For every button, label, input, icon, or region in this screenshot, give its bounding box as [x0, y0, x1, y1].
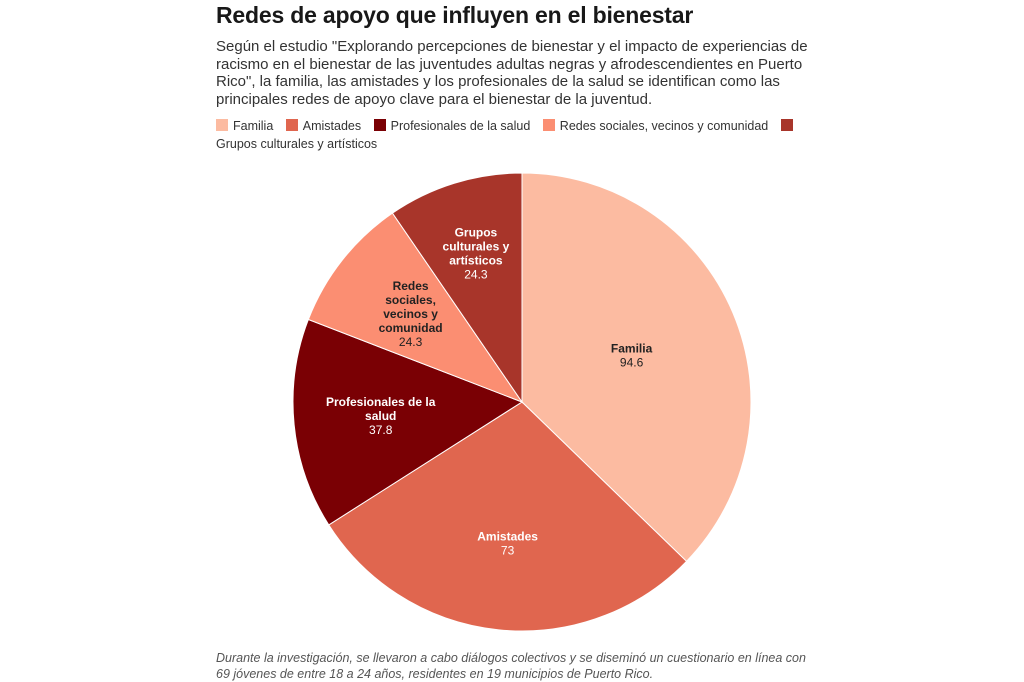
slice-label-name: comunidad [378, 320, 443, 335]
slice-value: 94.6 [619, 355, 644, 370]
legend-label: Redes sociales, vecinos y comunidad [559, 119, 769, 133]
chart-title: Redes de apoyo que influyen en el bienestar [216, 2, 694, 28]
slice-label-name: vecinos y [383, 306, 438, 321]
slice-label-name: Familia [610, 341, 653, 356]
slice-label-name: Profesionales de la [326, 395, 436, 409]
slice-value: 24.3 [464, 267, 488, 282]
slice-label-name: salud [365, 409, 397, 423]
legend-label: Familia [233, 119, 274, 133]
slice-value: 37.8 [369, 423, 393, 437]
slice-label-name: Redes [392, 278, 429, 293]
slice-label-name: Amistades [477, 529, 538, 544]
slice-label-name: artísticos [449, 253, 503, 268]
slice-value: 24.3 [398, 334, 423, 349]
legend-label: Grupos culturales y artísticos [216, 137, 378, 151]
chart-footnote: Durante la investigación, se llevaron a cabo diálogos colectivos y se diseminó un cuestionario en línea con 69 jóvenes de entre 18 a 24 años, residentes en 19 municipios de Puerto Rico. [216, 651, 806, 681]
slice-value: 73 [500, 543, 515, 558]
slice-label-name: culturales y [442, 239, 510, 254]
legend-label: Profesionales de la salud [390, 119, 531, 133]
chart-subtitle: Según el estudio "Explorando percepciones de bienestar y el impacto de experiencias de racismo en el bienestar de las juventudes adultas negras y afrodescendientes en Puerto Rico", la familia, las amistades y los profesionales de la salud se identifican como las principales redes de apoyo clave para el bienestar de la juventud. [216, 38, 808, 108]
slice-label-name: Grupos [454, 225, 498, 240]
legend-label: Amistades [302, 119, 362, 133]
slice-label-name: sociales, [385, 292, 436, 307]
